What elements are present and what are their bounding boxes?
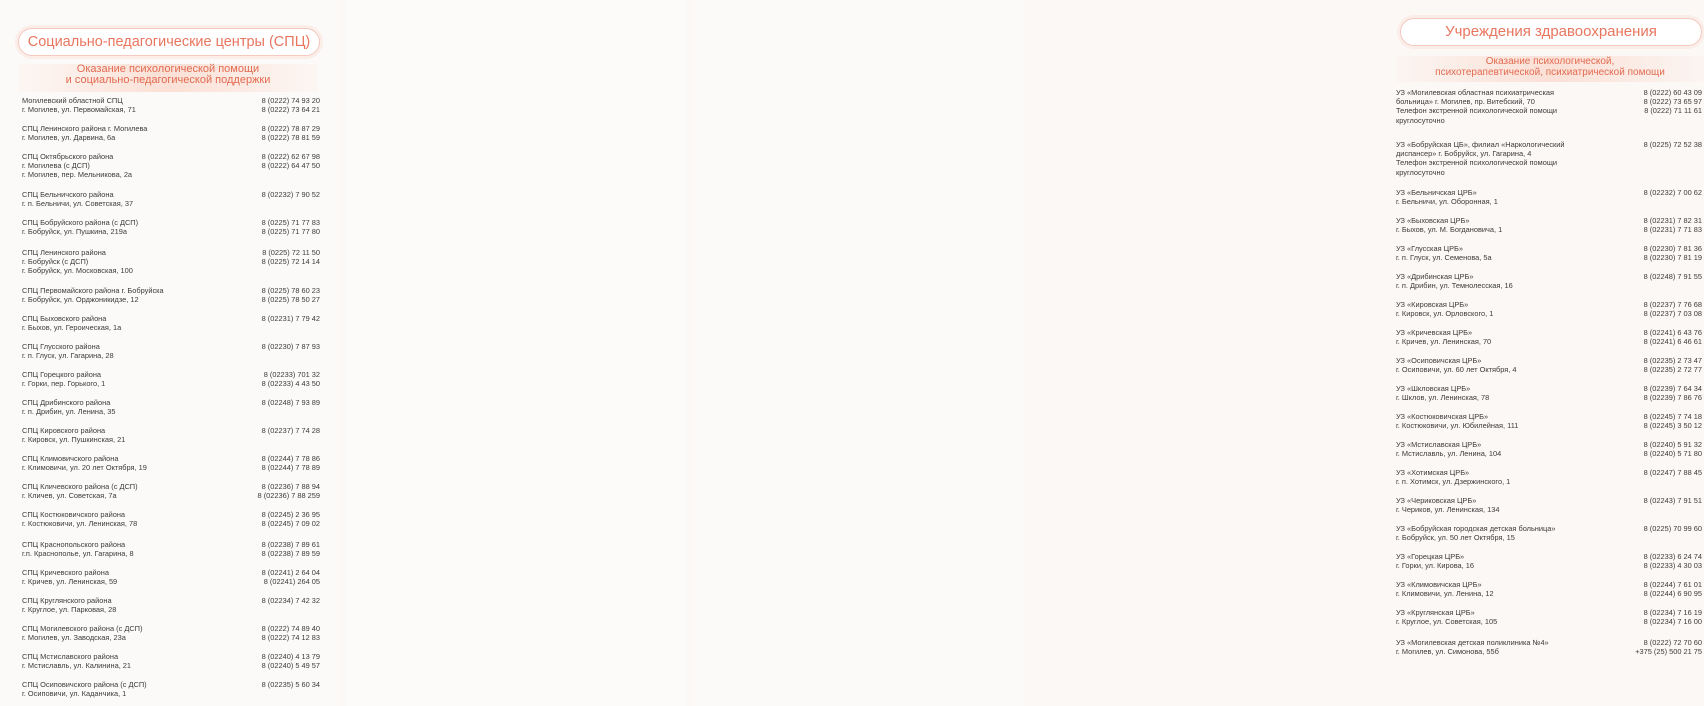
entry-name: УЗ «Кировская ЦРБ» г. Кировск, ул. Орловского, 1 xyxy=(1396,300,1494,319)
list-item xyxy=(22,426,320,444)
entry-phone: 8 (02230) 7 87 93 xyxy=(261,342,320,351)
entry-phone: 8 (0222) 74 89 40 8 (0222) 74 12 83 xyxy=(261,624,320,643)
list-item xyxy=(22,652,320,670)
entry-name: УЗ «Климовичская ЦРБ» г. Климовичи, ул. Ленина, 12 xyxy=(1396,580,1494,599)
panel-centers-ngo xyxy=(346,0,686,706)
entry-name: СПЦ Осиповичского района (с ДСП) г. Осиповичи, ул. Каданчика, 1 xyxy=(22,680,147,699)
entry-phone: 8 (02240) 4 13 79 8 (02240) 5 49 57 xyxy=(261,652,320,671)
list-item xyxy=(1396,244,1702,262)
entry-phone: 8 (0222) 74 93 20 8 (0222) 73 64 21 xyxy=(261,96,320,115)
entry-phone: 8 (0225) 72 52 38 xyxy=(1643,140,1702,149)
entry-phone: 8 (02241) 2 64 04 8 (02241) 264 05 xyxy=(261,568,320,587)
entry-name: УЗ «Осиповичская ЦРБ» г. Осиповичи, ул. 60 лет Октября, 4 xyxy=(1396,356,1517,375)
entry-phone: 8 (02237) 7 74 28 xyxy=(261,426,320,435)
entry-name: СПЦ Горецкого района г. Горки, пер. Горького, 1 xyxy=(22,370,106,389)
entry-phone: 8 (0222) 72 70 60 +375 (25) 500 21 75 xyxy=(1635,638,1702,657)
entry-phone: 8 (02238) 7 89 61 8 (02238) 7 89 59 xyxy=(261,540,320,559)
entry-phone: 8 (02247) 7 88 45 xyxy=(1643,468,1702,477)
list-item xyxy=(1396,300,1702,318)
list-item xyxy=(1396,216,1702,234)
list-item xyxy=(22,624,320,642)
list-item xyxy=(22,482,320,500)
list-item xyxy=(22,152,320,180)
entry-name: УЗ «Мстиславская ЦРБ» г. Мстиславль, ул. Ленина, 104 xyxy=(1396,440,1502,459)
entry-phone: 8 (02234) 7 16 19 8 (02234) 7 16 00 xyxy=(1643,608,1702,627)
entry-name: УЗ «Чериковская ЦРБ» г. Чериков, ул. Ленинская, 134 xyxy=(1396,496,1500,515)
entry-name: СПЦ Кировского района г. Кировск, ул. Пушкинская, 21 xyxy=(22,426,126,445)
entry-name: УЗ «Бобруйская городская детская больница» г. Бобруйск, ул. 50 лет Октября, 15 xyxy=(1396,524,1556,543)
entry-phone: 8 (02232) 7 90 52 xyxy=(261,190,320,199)
list-item xyxy=(22,218,320,236)
entry-phone: 8 (02231) 7 82 31 8 (02231) 7 71 83 xyxy=(1643,216,1702,235)
entry-name: СПЦ Мстиславского района г. Мстиславль, ул. Калинина, 21 xyxy=(22,652,132,671)
list-item xyxy=(1396,552,1702,570)
heading-social-centers: Социально-педагогические центры (СПЦ) xyxy=(18,28,320,56)
banner-health: Оказание психологической, психотерапевтической, психиатрической помощи xyxy=(1396,56,1704,82)
list-item xyxy=(22,96,320,114)
list-item xyxy=(22,314,320,332)
banner-social-centers: Оказание психологической помощи и социально-педагогической поддержки xyxy=(18,64,318,92)
list-item xyxy=(22,568,320,586)
entry-phone: 8 (02245) 2 36 95 8 (02245) 7 09 02 xyxy=(261,510,320,529)
entry-name: УЗ «Кричевская ЦРБ» г. Кричев, ул. Ленинская, 70 xyxy=(1396,328,1492,347)
list-item xyxy=(22,596,320,614)
entry-name: СПЦ Первомайского района г. Бобруйска г. Бобруйск, ул. Орджоникидзе, 12 xyxy=(22,286,164,305)
entry-name: Могилевский областной СПЦ г. Могилев, ул. Первомайская, 71 xyxy=(22,96,136,115)
entry-name: УЗ «Могилевская детская поликлиника №4» г. Могилев, ул. Симонова, 55б xyxy=(1396,638,1549,657)
entry-phone: 8 (02233) 701 32 8 (02233) 4 43 50 xyxy=(261,370,320,389)
entry-phone: 8 (02237) 7 76 68 8 (02237) 7 03 08 xyxy=(1643,300,1702,319)
entry-phone: 8 (02245) 7 74 18 8 (02245) 3 50 12 xyxy=(1643,412,1702,431)
entry-name: СПЦ Дрибинского района г. п. Дрибин, ул. Ленина, 35 xyxy=(22,398,116,417)
panel-health xyxy=(692,0,1702,706)
entry-phone: 8 (02236) 7 88 94 8 (02236) 7 88 259 xyxy=(257,482,320,501)
entry-phone: 8 (0225) 78 60 23 8 (0225) 78 50 27 xyxy=(261,286,320,305)
list-item xyxy=(1396,638,1702,656)
entry-name: СПЦ Климовичского района г. Климовичи, ул. 20 лет Октября, 19 xyxy=(22,454,147,473)
entry-name: УЗ «Быховская ЦРБ» г. Быхов, ул. М. Богдановича, 1 xyxy=(1396,216,1503,235)
list-item xyxy=(1396,188,1702,206)
list-item xyxy=(1396,384,1702,402)
list-item xyxy=(1396,440,1702,458)
entry-name: УЗ «Бельничская ЦРБ» г. Бельничи, ул. Оборонная, 1 xyxy=(1396,188,1498,207)
list-item xyxy=(22,190,320,208)
entry-name: УЗ «Могилевская областная психиатрическая больница» г. Могилев, пр. Витебский, 70 Телефон экстренной психологической помощи круглосуточно xyxy=(1396,88,1558,125)
entry-name: СПЦ Ленинского района г. Бобруйск (с ДСП) г. Бобруйск, ул. Московская, 100 xyxy=(22,248,133,276)
entry-phone: 8 (02232) 7 00 62 xyxy=(1643,188,1702,197)
entry-name: СПЦ Круглянского района г. Круглое, ул. Парковая, 28 xyxy=(22,596,117,615)
list-item xyxy=(22,454,320,472)
list-item xyxy=(1396,468,1702,486)
entry-name: УЗ «Хотимская ЦРБ» г. п. Хотимск, ул. Дзержинского, 1 xyxy=(1396,468,1511,487)
entry-phone: 8 (02231) 7 79 42 xyxy=(261,314,320,323)
entry-name: УЗ «Дрибинская ЦРБ» г. п. Дрибин, ул. Темнолесская, 16 xyxy=(1396,272,1513,291)
entry-phone: 8 (0222) 78 87 29 8 (0222) 78 81 59 xyxy=(261,124,320,143)
entry-name: СПЦ Кричевского района г. Кричев, ул. Ленинская, 59 xyxy=(22,568,118,587)
list-item xyxy=(1396,140,1702,177)
entry-name: СПЦ Ленинского района г. Могилева г. Могилев, ул. Дарвина, 6а xyxy=(22,124,148,143)
list-item xyxy=(22,342,320,360)
entry-name: СПЦ Кличевского района (с ДСП) г. Кличев, ул. Советская, 7а xyxy=(22,482,138,501)
entry-phone: 8 (02230) 7 81 36 8 (02230) 7 81 19 xyxy=(1643,244,1702,263)
entry-phone: 8 (02235) 2 73 47 8 (02235) 2 72 77 xyxy=(1643,356,1702,375)
list-item xyxy=(1396,608,1702,626)
list-item xyxy=(1396,524,1702,542)
entry-name: УЗ «Костюковичская ЦРБ» г. Костюковичи, ул. Юбилейная, 111 xyxy=(1396,412,1519,431)
list-item xyxy=(22,248,320,276)
entry-phone: 8 (0225) 70 99 60 xyxy=(1643,524,1702,533)
panel-social-centers xyxy=(0,0,338,706)
entry-phone: 8 (0222) 62 67 98 8 (0222) 64 47 50 xyxy=(261,152,320,171)
list-item xyxy=(22,124,320,142)
entry-phone: 8 (02244) 7 78 86 8 (02244) 7 78 89 xyxy=(261,454,320,473)
entry-phone: 8 (02241) 6 43 76 8 (02241) 6 46 61 xyxy=(1643,328,1702,347)
entry-name: УЗ «Шкловская ЦРБ» г. Шклов, ул. Ленинская, 78 xyxy=(1396,384,1490,403)
list-item xyxy=(1396,496,1702,514)
list-item xyxy=(1396,356,1702,374)
entry-name: УЗ «Круглянская ЦРБ» г. Круглое, ул. Советская, 105 xyxy=(1396,608,1498,627)
entry-phone: 8 (02233) 6 24 74 8 (02233) 4 30 03 xyxy=(1643,552,1702,571)
list-item xyxy=(1396,328,1702,346)
entry-name: СПЦ Могилевского района (с ДСП) г. Могилев, ул. Заводская, 23а xyxy=(22,624,143,643)
heading-health: Учреждения здравоохранения xyxy=(1400,18,1702,46)
list-item xyxy=(1396,272,1702,290)
entry-name: СПЦ Краснопольского района г.п. Краснополье, ул. Гагарина, 8 xyxy=(22,540,134,559)
list-item xyxy=(1396,88,1702,125)
entry-name: СПЦ Быховского района г. Быхов, ул. Героическая, 1а xyxy=(22,314,122,333)
entry-phone: 8 (0225) 72 11 50 8 (0225) 72 14 14 xyxy=(261,248,320,267)
entry-phone: 8 (02239) 7 64 34 8 (02239) 7 86 76 xyxy=(1643,384,1702,403)
list-item xyxy=(22,510,320,528)
list-item xyxy=(22,286,320,304)
list-item xyxy=(22,398,320,416)
list-item xyxy=(22,370,320,388)
entry-name: СПЦ Бельничского района г. п. Бельничи, ул. Советская, 37 xyxy=(22,190,134,209)
entry-name: УЗ «Глусская ЦРБ» г. п. Глуск, ул. Семенова, 5а xyxy=(1396,244,1492,263)
entry-phone: 8 (02234) 7 42 32 xyxy=(261,596,320,605)
entry-phone: 8 (02248) 7 93 89 xyxy=(261,398,320,407)
entry-name: СПЦ Октябрьского района г. Могилева (с ДСП) г. Могилев, пер. Мельникова, 2а xyxy=(22,152,133,180)
entry-phone: 8 (02240) 5 91 32 8 (02240) 5 71 80 xyxy=(1643,440,1702,459)
list-item xyxy=(22,540,320,558)
entry-phone: 8 (02235) 5 60 34 xyxy=(261,680,320,689)
entry-phone: 8 (0225) 71 77 83 8 (0225) 71 77 80 xyxy=(261,218,320,237)
entry-name: СПЦ Костюковичского района г. Костюковичи, ул. Ленинская, 78 xyxy=(22,510,138,529)
list-item xyxy=(1396,580,1702,598)
entry-phone: 8 (02243) 7 91 51 xyxy=(1643,496,1702,505)
entry-name: СПЦ Глусского района г. п. Глуск, ул. Гагарина, 28 xyxy=(22,342,114,361)
entry-phone: 8 (02244) 7 61 01 8 (02244) 6 90 95 xyxy=(1643,580,1702,599)
entry-name: СПЦ Бобруйского района (с ДСП) г. Бобруйск, ул. Пушкина, 219а xyxy=(22,218,139,237)
entry-phone: 8 (0222) 60 43 09 8 (0222) 73 65 97 8 (0222) 71 11 61 xyxy=(1643,88,1702,116)
entry-name: УЗ «Бобруйская ЦБ», филиал «Наркологический диспансер» г. Бобруйск, ул. Гагарина, 4 Телефон экстренной психологической помощи круглосуточно xyxy=(1396,140,1565,177)
list-item xyxy=(1396,412,1702,430)
entry-name: УЗ «Горецкая ЦРБ» г. Горки, ул. Кирова, 16 xyxy=(1396,552,1474,571)
entry-phone: 8 (02248) 7 91 55 xyxy=(1643,272,1702,281)
list-item xyxy=(22,680,320,698)
